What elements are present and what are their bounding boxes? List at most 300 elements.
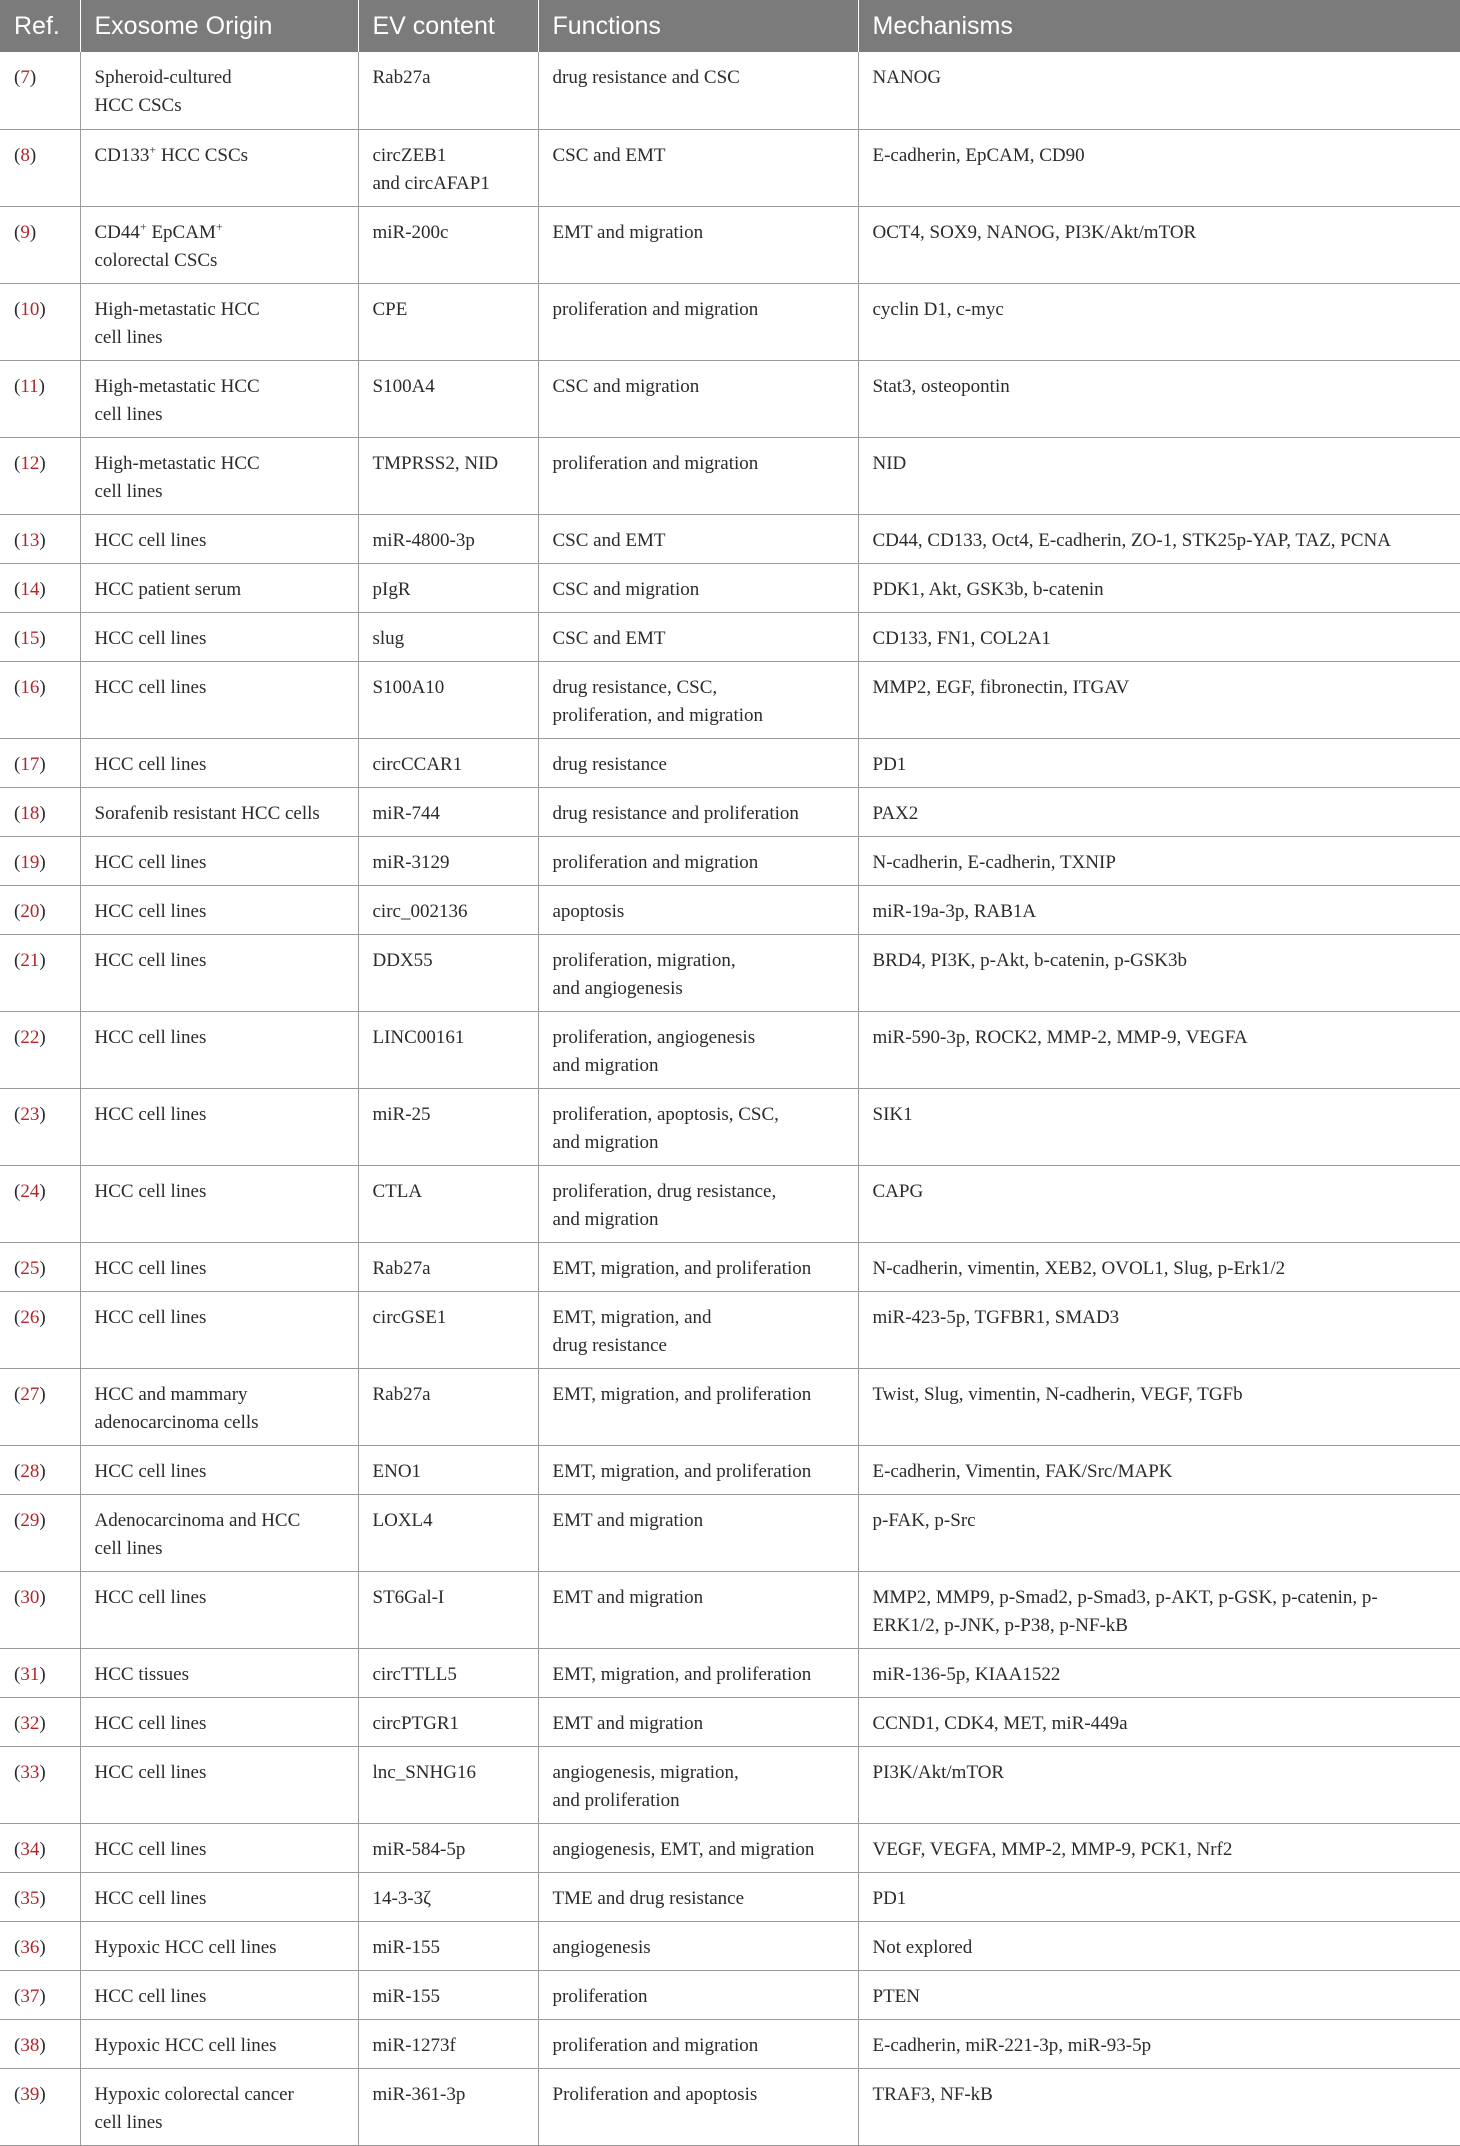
exosome-origin-line: High-metastatic HCC <box>94 452 260 474</box>
ev-content-cell <box>358 1648 538 1697</box>
ref-cell <box>0 206 80 283</box>
mechanisms-line: PD1 <box>872 1887 907 1909</box>
ref-cell <box>0 738 80 787</box>
ref-close-paren: ) <box>39 1887 46 1909</box>
functions-cell <box>538 1291 858 1368</box>
functions-line: EMT, migration, and proliferation <box>552 1663 812 1685</box>
ref-close-paren: ) <box>39 851 46 873</box>
mechanisms-cell <box>858 2019 1460 2068</box>
ref-close-paren: ) <box>39 578 46 600</box>
reference-link[interactable]: 28 <box>20 1460 40 1482</box>
reference-link[interactable]: 27 <box>20 1383 40 1405</box>
table-row <box>0 1088 1460 1165</box>
ref-cell <box>0 437 80 514</box>
exosome-origin-line: HCC cell lines <box>94 900 207 922</box>
exosome-origin-line: HCC cell lines <box>94 851 207 873</box>
exosome-origin-text: CD44 <box>94 221 140 243</box>
reference-link[interactable]: 38 <box>20 2034 40 2056</box>
exosome-origin-line: cell lines <box>94 1537 163 1559</box>
table-row <box>0 1872 1460 1921</box>
reference-link[interactable]: 35 <box>20 1887 40 1909</box>
mechanisms-line: N-cadherin, E-cadherin, TXNIP <box>872 851 1116 873</box>
ref-cell <box>0 2019 80 2068</box>
mechanisms-line: E-cadherin, Vimentin, FAK/Src/MAPK <box>872 1460 1173 1482</box>
ref-close-paren: ) <box>39 1257 46 1279</box>
reference-link[interactable]: 26 <box>20 1306 40 1328</box>
ref-open-paren: ( <box>14 578 21 600</box>
table-body <box>0 52 1460 2145</box>
ev-content-line: TMPRSS2, NID <box>372 452 499 474</box>
ref-open-paren: ( <box>14 452 21 474</box>
ev-content-cell <box>358 1746 538 1823</box>
ev-content-cell <box>358 1445 538 1494</box>
functions-cell <box>538 1368 858 1445</box>
ev-content-line: circCCAR1 <box>372 753 463 775</box>
mechanisms-line: miR-136-5p, KIAA1522 <box>872 1663 1061 1685</box>
ref-open-paren: ( <box>14 2034 21 2056</box>
reference-link[interactable]: 10 <box>20 298 40 320</box>
ev-content-line: CTLA <box>372 1180 423 1202</box>
reference-link[interactable]: 15 <box>20 627 40 649</box>
mechanisms-cell <box>858 563 1460 612</box>
reference-link[interactable]: 12 <box>20 452 40 474</box>
reference-link[interactable]: 33 <box>20 1761 40 1783</box>
exosome-origin-cell <box>80 787 358 836</box>
ref-close-paren: ) <box>39 1663 46 1685</box>
table-row <box>0 661 1460 738</box>
ref-close-paren: ) <box>39 298 46 320</box>
functions-line: CSC and EMT <box>552 529 666 551</box>
reference-link[interactable]: 20 <box>20 900 40 922</box>
functions-cell <box>538 206 858 283</box>
functions-line: drug resistance <box>552 753 667 775</box>
mechanisms-line: N-cadherin, vimentin, XEB2, OVOL1, Slug, p-Erk1/2 <box>872 1257 1286 1279</box>
mechanisms-line: CAPG <box>872 1180 924 1202</box>
exosome-origin-cell <box>80 1571 358 1648</box>
ref-cell <box>0 1823 80 1872</box>
ev-content-cell <box>358 1697 538 1746</box>
table-row <box>0 738 1460 787</box>
ref-cell <box>0 1746 80 1823</box>
table-row <box>0 1823 1460 1872</box>
exosome-origin-text: HCC CSCs <box>156 144 249 166</box>
ev-content-cell <box>358 129 538 206</box>
functions-line: EMT, migration, and <box>552 1306 712 1328</box>
reference-link[interactable]: 7 <box>20 67 30 88</box>
exosome-origin-line: HCC cell lines <box>94 753 207 775</box>
exosome-origin-cell <box>80 2068 358 2145</box>
mechanisms-cell <box>858 2068 1460 2145</box>
functions-cell <box>538 2068 858 2145</box>
ev-content-line: CPE <box>372 298 408 320</box>
table-row <box>0 52 1460 129</box>
mechanisms-line: cyclin D1, c-myc <box>872 298 1004 320</box>
exosome-origin-line: adenocarcinoma cells <box>94 1411 259 1433</box>
mechanisms-cell <box>858 836 1460 885</box>
exosome-origin-cell <box>80 836 358 885</box>
ev-content-cell <box>358 514 538 563</box>
functions-line: angiogenesis, EMT, and migration <box>552 1838 815 1860</box>
ref-open-paren: ( <box>14 851 21 873</box>
ref-close-paren: ) <box>39 1180 46 1202</box>
exosome-origin-line: HCC cell lines <box>94 1180 207 1202</box>
reference-link[interactable]: 18 <box>20 802 40 824</box>
mechanisms-cell <box>858 885 1460 934</box>
ev-content-line: circZEB1 <box>372 144 447 166</box>
table-row <box>0 1368 1460 1445</box>
ev-content-line: and circAFAP1 <box>372 172 490 194</box>
reference-link[interactable]: 37 <box>20 1985 40 2007</box>
table-row <box>0 1291 1460 1368</box>
reference-link[interactable]: 22 <box>20 1026 40 1048</box>
ev-content-cell <box>358 1291 538 1368</box>
ref-open-paren: ( <box>14 1509 21 1531</box>
ref-close-paren: ) <box>39 2083 46 2105</box>
functions-line: EMT, migration, and proliferation <box>552 1460 812 1482</box>
functions-cell <box>538 1011 858 1088</box>
reference-link[interactable]: 31 <box>20 1663 40 1685</box>
ref-close-paren: ) <box>39 1509 46 1531</box>
functions-line: Proliferation and apoptosis <box>552 2083 758 2105</box>
header-functions: Functions <box>538 0 858 52</box>
mechanisms-line: MMP2, MMP9, p-Smad2, p-Smad3, p-AKT, p-GSK, p-catenin, p- <box>872 1586 1378 1608</box>
superscript-plus: + <box>215 219 223 234</box>
functions-line: EMT, migration, and proliferation <box>552 1383 812 1405</box>
ev-content-cell <box>358 283 538 360</box>
functions-cell <box>538 1088 858 1165</box>
ev-content-cell <box>358 934 538 1011</box>
functions-cell <box>538 514 858 563</box>
ref-open-paren: ( <box>14 221 21 243</box>
ref-open-paren: ( <box>14 144 21 166</box>
exosome-origin-cell <box>80 1921 358 1970</box>
exosome-origin-line: cell lines <box>94 403 163 425</box>
exosome-origin-cell <box>80 1368 358 1445</box>
functions-line: EMT, migration, and proliferation <box>552 1257 812 1279</box>
functions-line: and proliferation <box>552 1789 680 1811</box>
ref-close-paren: ) <box>38 375 45 397</box>
exosome-origin-line: HCC patient serum <box>94 578 242 600</box>
reference-link[interactable]: 34 <box>20 1838 40 1860</box>
functions-cell <box>538 563 858 612</box>
mechanisms-line: E-cadherin, EpCAM, CD90 <box>872 144 1085 166</box>
ref-cell <box>0 1368 80 1445</box>
ref-open-paren: ( <box>14 1586 21 1608</box>
exosome-origin-line: Spheroid-cultured <box>94 67 232 88</box>
table-row <box>0 563 1460 612</box>
functions-line: and angiogenesis <box>552 977 683 999</box>
functions-cell <box>538 738 858 787</box>
reference-link[interactable]: 39 <box>20 2083 40 2105</box>
ev-content-line: S100A10 <box>372 676 445 698</box>
exosome-origin-cell <box>80 52 358 129</box>
exosome-origin-cell <box>80 1445 358 1494</box>
exosome-origin-text: CD133 <box>94 144 150 166</box>
functions-cell <box>538 2019 858 2068</box>
ev-content-cell <box>358 1970 538 2019</box>
exosome-origin-cell <box>80 1242 358 1291</box>
exosome-origin-line: HCC cell lines <box>94 1103 207 1125</box>
table-row <box>0 360 1460 437</box>
functions-line: and migration <box>552 1054 659 1076</box>
exosome-origin-line: HCC cell lines <box>94 1985 207 2007</box>
exosome-origin-cell <box>80 1746 358 1823</box>
exosome-origin-cell <box>80 1970 358 2019</box>
ref-close-paren: ) <box>39 802 46 824</box>
exosome-origin-cell <box>80 1648 358 1697</box>
exosome-origin-text: colorectal CSCs <box>94 249 218 271</box>
ref-cell <box>0 1242 80 1291</box>
ev-content-line: DDX55 <box>372 949 433 971</box>
ref-cell <box>0 360 80 437</box>
ref-close-paren: ) <box>39 1712 46 1734</box>
ev-content-cell <box>358 836 538 885</box>
ref-open-paren: ( <box>14 2083 21 2105</box>
ref-open-paren: ( <box>14 900 21 922</box>
exosome-origin-cell <box>80 612 358 661</box>
mechanisms-cell <box>858 1445 1460 1494</box>
mechanisms-cell <box>858 52 1460 129</box>
ev-content-line: miR-361-3p <box>372 2083 466 2105</box>
reference-link[interactable]: 32 <box>20 1712 40 1734</box>
exosome-origin-cell <box>80 661 358 738</box>
ref-close-paren: ) <box>39 1383 46 1405</box>
mechanisms-line: Twist, Slug, vimentin, N-cadherin, VEGF, TGFb <box>872 1383 1243 1405</box>
exosome-origin-cell <box>80 206 358 283</box>
ev-content-line: miR-3129 <box>372 851 450 873</box>
exosome-origin-cell <box>80 1165 358 1242</box>
exosome-origin-line: HCC and mammary <box>94 1383 248 1405</box>
reference-link[interactable]: 30 <box>20 1586 40 1608</box>
functions-cell <box>538 1165 858 1242</box>
ref-cell <box>0 563 80 612</box>
table-row <box>0 1494 1460 1571</box>
ref-open-paren: ( <box>14 1761 21 1783</box>
ref-open-paren: ( <box>14 1838 21 1860</box>
ev-content-cell <box>358 2068 538 2145</box>
ref-open-paren: ( <box>14 627 21 649</box>
ref-cell <box>0 885 80 934</box>
mechanisms-line: E-cadherin, miR-221-3p, miR-93-5p <box>872 2034 1152 2056</box>
ref-cell <box>0 836 80 885</box>
mechanisms-cell <box>858 1921 1460 1970</box>
reference-link[interactable]: 21 <box>20 949 40 971</box>
ref-open-paren: ( <box>14 1306 21 1328</box>
functions-line: proliferation and migration <box>552 2034 759 2056</box>
exosome-origin-cell <box>80 738 358 787</box>
mechanisms-line: OCT4, SOX9, NANOG, PI3K/Akt/mTOR <box>872 221 1197 243</box>
reference-link[interactable]: 14 <box>20 578 40 600</box>
header-row <box>0 0 1460 52</box>
ref-open-paren: ( <box>14 1712 21 1734</box>
ev-content-cell <box>358 360 538 437</box>
exosome-origin-cell <box>80 1291 358 1368</box>
ref-close-paren: ) <box>39 1103 46 1125</box>
reference-link[interactable]: 36 <box>20 1936 40 1958</box>
ev-content-cell <box>358 1368 538 1445</box>
ev-content-line: circ_002136 <box>372 900 468 922</box>
functions-cell <box>538 1648 858 1697</box>
functions-cell <box>538 787 858 836</box>
table-row <box>0 1571 1460 1648</box>
mechanisms-line: PAX2 <box>872 802 919 824</box>
ev-content-line: ENO1 <box>372 1460 422 1482</box>
ref-close-paren: ) <box>39 1985 46 2007</box>
mechanisms-cell <box>858 934 1460 1011</box>
ref-cell <box>0 514 80 563</box>
ev-content-cell <box>358 787 538 836</box>
functions-line: and migration <box>552 1208 659 1230</box>
mechanisms-cell <box>858 514 1460 563</box>
functions-line: proliferation <box>552 1985 648 2007</box>
functions-line: drug resistance and proliferation <box>552 802 799 824</box>
functions-line: proliferation, angiogenesis <box>552 1026 756 1048</box>
mechanisms-cell <box>858 1494 1460 1571</box>
mechanisms-cell <box>858 1368 1460 1445</box>
reference-link[interactable]: 19 <box>20 851 40 873</box>
functions-line: TME and drug resistance <box>552 1887 745 1909</box>
exosome-origin-line: HCC cell lines <box>94 1838 207 1860</box>
ref-open-paren: ( <box>14 676 21 698</box>
exosome-origin-line: HCC cell lines <box>94 627 207 649</box>
functions-cell <box>538 1571 858 1648</box>
functions-line: proliferation, apoptosis, CSC, <box>552 1103 779 1125</box>
functions-line: EMT and migration <box>552 1712 704 1734</box>
mechanisms-cell <box>858 360 1460 437</box>
ref-cell <box>0 1872 80 1921</box>
table-row <box>0 1165 1460 1242</box>
ev-content-cell <box>358 1571 538 1648</box>
ref-close-paren: ) <box>39 900 46 922</box>
ref-open-paren: ( <box>14 67 21 88</box>
table-row <box>0 1697 1460 1746</box>
mechanisms-line: PI3K/Akt/mTOR <box>872 1761 1005 1783</box>
ref-close-paren: ) <box>39 1936 46 1958</box>
ref-cell <box>0 934 80 1011</box>
ref-cell <box>0 1291 80 1368</box>
table-row <box>0 1445 1460 1494</box>
functions-line: CSC and EMT <box>552 627 666 649</box>
ref-close-paren: ) <box>29 67 37 88</box>
mechanisms-cell <box>858 1165 1460 1242</box>
mechanisms-cell <box>858 1242 1460 1291</box>
ref-close-paren: ) <box>39 753 46 775</box>
functions-cell <box>538 1697 858 1746</box>
functions-cell <box>538 1823 858 1872</box>
functions-line: proliferation, migration, <box>552 949 736 971</box>
ref-open-paren: ( <box>14 1460 21 1482</box>
reference-link[interactable]: 9 <box>20 221 30 243</box>
mechanisms-line: NID <box>872 452 907 474</box>
functions-line: proliferation, drug resistance, <box>552 1180 777 1202</box>
ev-content-line: circPTGR1 <box>372 1712 460 1734</box>
ev-content-line: Rab27a <box>372 1383 431 1405</box>
ev-content-cell <box>358 1011 538 1088</box>
reference-link[interactable]: 8 <box>20 144 30 166</box>
functions-line: EMT and migration <box>552 1586 704 1608</box>
mechanisms-cell <box>858 1746 1460 1823</box>
exosome-origin-line: Adenocarcinoma and HCC <box>94 1509 301 1531</box>
ev-content-cell <box>358 1921 538 1970</box>
mechanisms-cell <box>858 1571 1460 1648</box>
exosome-origin-line: HCC CSCs <box>94 95 182 116</box>
mechanisms-line: PDK1, Akt, GSK3b, b-catenin <box>872 578 1104 600</box>
mechanisms-line: miR-590-3p, ROCK2, MMP-2, MMP-9, VEGFA <box>872 1026 1248 1048</box>
mechanisms-line: MMP2, EGF, fibronectin, ITGAV <box>872 676 1130 698</box>
ref-close-paren: ) <box>39 529 46 551</box>
ref-cell <box>0 787 80 836</box>
functions-cell <box>538 437 858 514</box>
ev-content-line: miR-584-5p <box>372 1838 466 1860</box>
table-row <box>0 2019 1460 2068</box>
exosome-origin-line: HCC cell lines <box>94 1306 207 1328</box>
exosome-origin-cell <box>80 1494 358 1571</box>
exosome-origin-cell <box>80 1823 358 1872</box>
reference-link[interactable]: 17 <box>20 753 40 775</box>
exosome-origin-line: HCC cell lines <box>94 1460 207 1482</box>
mechanisms-cell <box>858 129 1460 206</box>
header-exosome-origin: Exosome Origin <box>80 0 358 52</box>
mechanisms-cell <box>858 283 1460 360</box>
ref-open-paren: ( <box>14 1663 21 1685</box>
ref-cell <box>0 1571 80 1648</box>
functions-line: proliferation and migration <box>552 851 759 873</box>
exosome-origin-line: cell lines <box>94 326 163 348</box>
mechanisms-cell <box>858 1823 1460 1872</box>
mechanisms-cell <box>858 1088 1460 1165</box>
ev-content-cell <box>358 661 538 738</box>
reference-link[interactable]: 11 <box>20 375 39 397</box>
ref-close-paren: ) <box>39 452 46 474</box>
reference-link[interactable]: 29 <box>20 1509 40 1531</box>
ev-content-line: circTTLL5 <box>372 1663 457 1685</box>
exosome-origin-cell <box>80 1697 358 1746</box>
ref-open-paren: ( <box>14 1180 21 1202</box>
mechanisms-line: TRAF3, NF-kB <box>872 2083 993 2105</box>
ref-close-paren: ) <box>39 1026 46 1048</box>
exosome-origin-cell <box>80 129 358 206</box>
ev-content-cell <box>358 738 538 787</box>
ref-cell <box>0 1648 80 1697</box>
ev-content-cell <box>358 1088 538 1165</box>
functions-line: drug resistance <box>552 1334 667 1356</box>
ev-content-line: miR-4800-3p <box>372 529 475 551</box>
reference-link[interactable]: 24 <box>20 1180 40 1202</box>
ref-open-paren: ( <box>14 1985 21 2007</box>
reference-link[interactable]: 13 <box>20 529 40 551</box>
reference-link[interactable]: 25 <box>20 1257 40 1279</box>
ref-open-paren: ( <box>14 1887 21 1909</box>
reference-link[interactable]: 16 <box>20 676 40 698</box>
functions-cell <box>538 1445 858 1494</box>
exosome-origin-cell <box>80 514 358 563</box>
exosome-origin-line: HCC cell lines <box>94 1586 207 1608</box>
ref-cell <box>0 1011 80 1088</box>
mechanisms-line: Stat3, osteopontin <box>872 375 1010 397</box>
superscript-plus: + <box>139 219 147 234</box>
exosome-origin-line: High-metastatic HCC <box>94 298 260 320</box>
mechanisms-line: CD44, CD133, Oct4, E-cadherin, ZO-1, STK25p-YAP, TAZ, PCNA <box>872 529 1391 551</box>
exosome-origin-line: HCC cell lines <box>94 1761 207 1783</box>
reference-link[interactable]: 23 <box>20 1103 40 1125</box>
ref-close-paren: ) <box>39 1761 46 1783</box>
table-row <box>0 514 1460 563</box>
functions-line: angiogenesis <box>552 1936 651 1958</box>
table-row <box>0 787 1460 836</box>
mechanisms-line: SIK1 <box>872 1103 913 1125</box>
ev-content-cell <box>358 52 538 129</box>
exosome-origin-line: HCC cell lines <box>94 1887 207 1909</box>
